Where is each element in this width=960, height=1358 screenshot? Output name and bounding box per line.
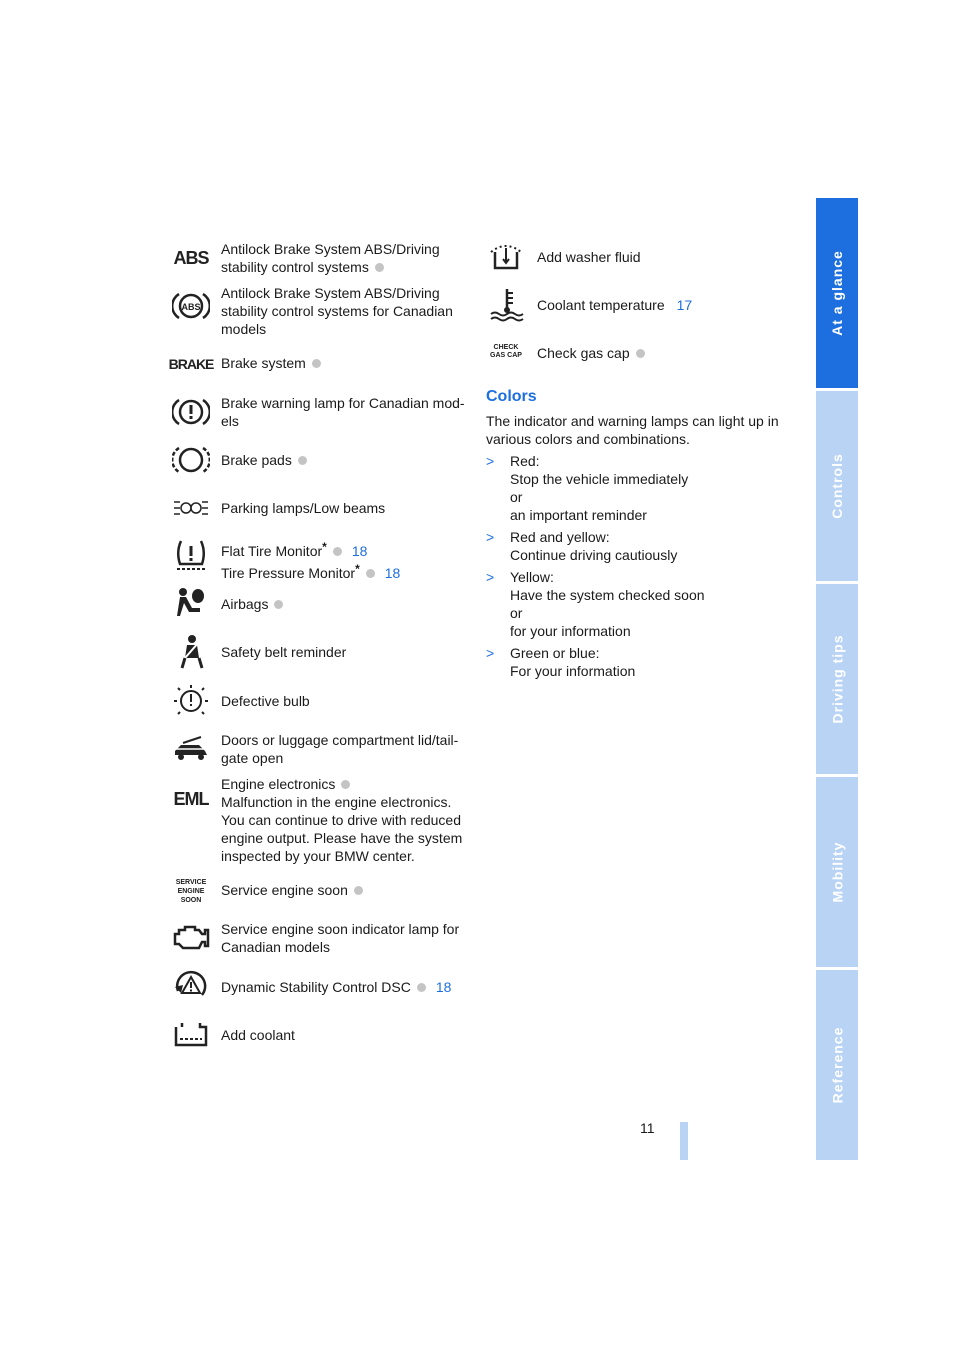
item-text: Antilock Brake System ABS/Driving stability control systems for Canadian models — [221, 285, 453, 337]
bullet-line: Red and yellow: — [510, 529, 610, 545]
eml-text-icon: EML — [173, 788, 209, 809]
page-ref-link[interactable]: 17 — [676, 297, 693, 313]
door-open-icon — [170, 731, 212, 767]
item-text: Airbags — [221, 596, 269, 612]
bullet-arrow: > — [486, 569, 495, 585]
coolant-level-icon — [170, 1017, 212, 1053]
service-engine-soon-icon: SERVICE ENGINE SOON — [175, 878, 207, 904]
item-text: Brake pads — [221, 452, 292, 468]
tab-mobility[interactable] — [816, 777, 858, 967]
bullet-line: for your information — [510, 623, 631, 639]
tab-reference[interactable] — [816, 970, 858, 1160]
bullet-arrow: > — [486, 645, 495, 661]
item-text: Antilock Brake System ABS/Driving stability control systems — [221, 241, 440, 275]
tab-label: Mobility — [829, 841, 846, 903]
item-text: Service engine soon indicator lamp for Canadian models — [221, 921, 460, 955]
status-dot — [375, 263, 384, 272]
page-number: 11 — [640, 1120, 655, 1136]
status-dot — [417, 983, 426, 992]
brake-pads-icon — [170, 442, 212, 478]
status-dot — [354, 886, 363, 895]
page-ref-link[interactable]: 18 — [435, 979, 452, 995]
tab-controls[interactable] — [816, 391, 858, 581]
bullet-line: Stop the vehicle immediately — [510, 471, 689, 487]
tab-label: Driving tips — [829, 634, 846, 724]
dsc-icon — [170, 969, 212, 1005]
seat-belt-icon — [170, 634, 212, 670]
item-description: Malfunction in the engine electronics. You can continue to drive with reduced engine output. Please have the system inspected by your BMW center. — [221, 794, 463, 864]
tab-driving-tips[interactable] — [816, 584, 858, 774]
defective-bulb-icon — [170, 683, 212, 719]
bullet-line: Green or blue: — [510, 645, 600, 661]
bullet-line: Yellow: — [510, 569, 554, 585]
tab-label: Reference — [829, 1026, 846, 1104]
item-text: Dynamic Stability Control DSC — [221, 979, 411, 995]
colors-heading: Colors — [486, 388, 537, 405]
bullet-line: Red: — [510, 453, 540, 469]
item-text: Parking lamps/Low beams — [221, 500, 386, 516]
item-text: Doors or luggage compartment lid/tail-gate open — [221, 732, 459, 766]
section-tabs — [816, 198, 858, 1160]
check-gas-cap-icon: CHECK GAS CAP — [490, 344, 522, 359]
brake-text-icon: BRAKE — [168, 356, 214, 372]
parking-lamps-icon — [170, 490, 212, 526]
item-text: Check gas cap — [537, 345, 630, 361]
item-text: Brake warning lamp for Canadian mod-els — [221, 395, 465, 429]
tire-monitor-icon — [170, 538, 212, 574]
item-text: Flat Tire Monitor — [221, 543, 323, 559]
bullet-arrow: > — [486, 453, 495, 469]
bullet-line: Continue driving cautiously — [510, 547, 678, 563]
bullet-arrow: > — [486, 529, 495, 545]
airbag-icon — [170, 586, 212, 622]
item-text: Defective bulb — [221, 693, 310, 709]
page-number-bar — [680, 1122, 688, 1160]
item-text: Add coolant — [221, 1027, 295, 1043]
status-dot — [312, 359, 321, 368]
item-text: Add washer fluid — [537, 249, 641, 265]
engine-check-icon — [170, 920, 212, 956]
colors-intro: The indicator and warning lamps can light up in various colors and combinations. — [486, 413, 779, 447]
bullet-line: an important reminder — [510, 507, 647, 523]
status-dot — [636, 349, 645, 358]
abs-circle-icon — [170, 288, 212, 324]
washer-fluid-icon — [486, 238, 526, 274]
brake-warning-icon — [170, 394, 212, 430]
item-text: Service engine soon — [221, 882, 348, 898]
tab-at-a-glance[interactable] — [816, 198, 858, 388]
abs-text-icon: ABS — [173, 247, 209, 268]
bullet-line: or — [510, 605, 523, 621]
bullet-line: or — [510, 489, 523, 505]
tab-label: At a glance — [829, 250, 846, 336]
page-ref-link[interactable]: 18 — [384, 565, 401, 581]
item-text: Safety belt reminder — [221, 644, 347, 660]
status-dot — [333, 547, 342, 556]
bullet-line: Have the system checked soon — [510, 587, 705, 603]
page-ref-link[interactable]: 18 — [351, 543, 368, 559]
item-text: Brake system — [221, 355, 306, 371]
item-text: Engine electronics — [221, 776, 336, 792]
optional-star: * — [322, 540, 327, 554]
optional-star: * — [355, 562, 360, 576]
bullet-line: For your information — [510, 663, 636, 679]
coolant-temperature-icon — [486, 286, 526, 322]
status-dot — [366, 569, 375, 578]
item-text: Tire Pressure Monitor — [221, 565, 356, 581]
tab-label: Controls — [829, 453, 845, 519]
status-dot — [274, 600, 283, 609]
svg-text:ABS: ABS — [181, 302, 201, 312]
status-dot — [298, 456, 307, 465]
status-dot — [341, 780, 350, 789]
item-text: Coolant temperature — [537, 297, 665, 313]
